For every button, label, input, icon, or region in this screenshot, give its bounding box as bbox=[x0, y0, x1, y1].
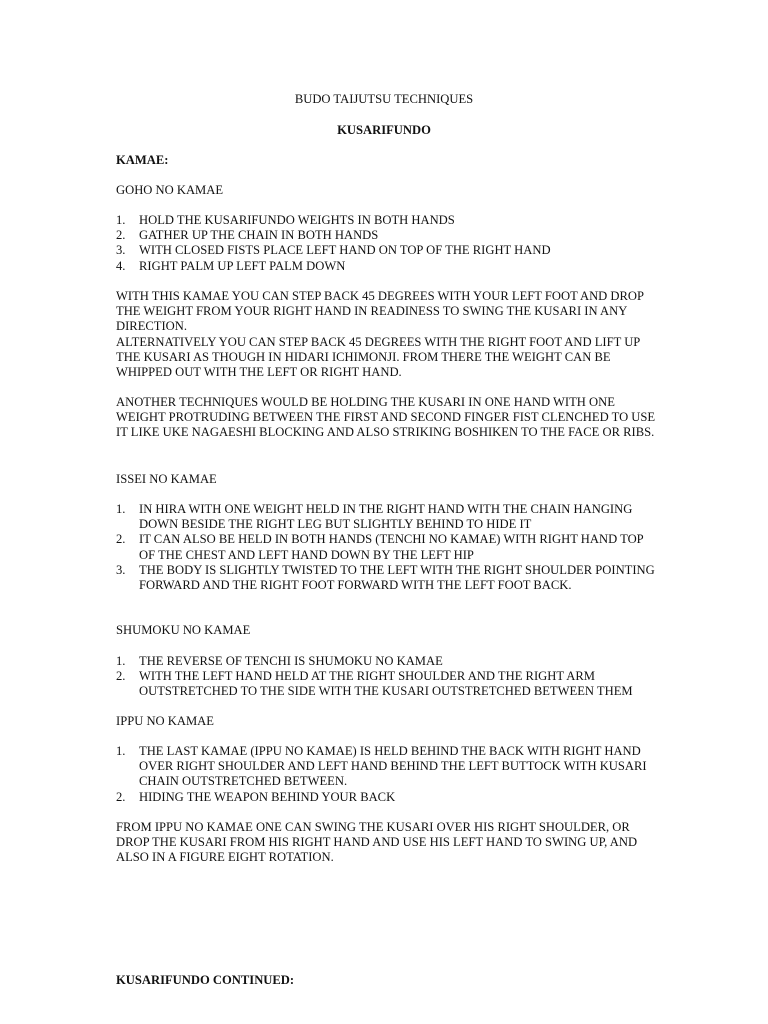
goho-list bbox=[116, 213, 661, 274]
list-item: 4. RIGHT PALM UP LEFT PALM DOWN bbox=[116, 258, 346, 273]
list-item-text: HIDING THE WEAPON BEHIND YOUR BACK bbox=[139, 789, 396, 804]
list-item: 1. THE LAST KAMAE (IPPU NO KAMAE) IS HELD BEHIND THE BACK WITH RIGHT HAND OVER RIGHT SHOULDER AND LEFT HAND BEHIND THE LEFT BUTTOCK WITH KUSARI CHAIN OUTSTRETCHED BETWEEN. bbox=[116, 744, 647, 789]
list-item: 2. GATHER UP THE CHAIN IN BOTH HANDS bbox=[116, 228, 379, 243]
paragraph: ANOTHER TECHNIQUES WOULD BE HOLDING THE KUSARI IN ONE HAND WITH ONE WEIGHT PROTRUDING BETWEEN THE FIRST AND SECOND FINGER FIST CLENCHED TO USE IT LIKE UKE NAGAESHI BLOCKING AND ALSO STRIKING BOSHIKEN TO THE FACE OR RIBS. bbox=[116, 395, 656, 440]
issei-heading: ISSEI NO KAMAE bbox=[116, 472, 217, 486]
document-subtitle: KUSARIFUNDO bbox=[337, 123, 431, 137]
paragraph: FROM IPPU NO KAMAE ONE CAN SWING THE KUSARI OVER HIS RIGHT SHOULDER, OR DROP THE KUSARI FROM HIS RIGHT HAND AND USE HIS LEFT HAND TO SWING UP, AND ALSO IN A FIGURE EIGHT ROTATION. bbox=[116, 820, 638, 865]
goho-paragraphs bbox=[116, 289, 661, 380]
shumoku-list bbox=[116, 654, 661, 700]
continued-heading: KUSARIFUNDO CONTINUED: bbox=[116, 973, 295, 987]
list-item: 1. THE REVERSE OF TENCHI IS SHUMOKU NO KAMAE bbox=[116, 654, 443, 668]
issei-list bbox=[116, 502, 661, 593]
list-item-text: THE BODY IS SLIGHTLY TWISTED TO THE LEFT WITH THE RIGHT SHOULDER POINTING FORWARD AND THE RIGHT FOOT FORWARD WITH THE LEFT FOOT BACK. bbox=[139, 562, 655, 593]
paragraph: ALTERNATIVELY YOU CAN STEP BACK 45 DEGREES WITH THE RIGHT FOOT AND LIFT UP THE KUSARI AS THOUGH IN HIDARI ICHIMONJI. FROM THERE THE WEIGHT CAN BE WHIPPED OUT WITH THE LEFT OR RIGHT HAND. bbox=[116, 334, 640, 380]
shumoku-heading: SHUMOKU NO KAMAE bbox=[116, 623, 251, 637]
list-item-text: WITH THE LEFT HAND HELD AT THE RIGHT SHOULDER AND THE RIGHT ARM OUTSTRETCHED TO THE SIDE WITH THE KUSARI OUTSTRETCHED BETWEEN THEM bbox=[139, 669, 633, 699]
list-item-text: HOLD THE KUSARIFUNDO WEIGHTS IN BOTH HANDS bbox=[139, 213, 455, 227]
list-item: 3. THE BODY IS SLIGHTLY TWISTED TO THE LEFT WITH THE RIGHT SHOULDER POINTING FORWARD AND THE RIGHT FOOT FORWARD WITH THE LEFT FOOT BACK. bbox=[116, 562, 655, 593]
goho-heading: GOHO NO KAMAE bbox=[116, 183, 224, 197]
ippu-list bbox=[116, 744, 661, 805]
kamae-heading: KAMAE: bbox=[116, 153, 169, 167]
list-item-text: IN HIRA WITH ONE WEIGHT HELD IN THE RIGHT HAND WITH THE CHAIN HANGING DOWN BESIDE THE RIGHT LEG BUT SLIGHTLY BEHIND TO HIDE IT bbox=[139, 502, 633, 532]
list-item-text: WITH CLOSED FISTS PLACE LEFT HAND ON TOP OF THE RIGHT HAND bbox=[139, 243, 551, 258]
ippu-heading: IPPU NO KAMAE bbox=[116, 714, 214, 728]
list-item-text: IT CAN ALSO BE HELD IN BOTH HANDS (TENCHI NO KAMAE) WITH RIGHT HAND TOP OF THE CHEST AND LEFT HAND DOWN BY THE LEFT HIP bbox=[139, 532, 644, 562]
list-item-text: THE REVERSE OF TENCHI IS SHUMOKU NO KAMAE bbox=[139, 654, 443, 668]
list-item-text: RIGHT PALM UP LEFT PALM DOWN bbox=[139, 258, 346, 273]
paragraph: WITH THIS KAMAE YOU CAN STEP BACK 45 DEGREES WITH YOUR LEFT FOOT AND DROP THE WEIGHT FROM YOUR RIGHT HAND IN READINESS TO SWING THE KUSARI IN ANY DIRECTION. bbox=[116, 289, 644, 334]
list-item-text: THE LAST KAMAE (IPPU NO KAMAE) IS HELD BEHIND THE BACK WITH RIGHT HAND OVER RIGHT SHOULDER AND LEFT HAND BEHIND THE LEFT BUTTOCK WITH KUSARI CHAIN OUTSTRETCHED BETWEEN. bbox=[139, 744, 647, 789]
document-title: BUDO TAIJUTSU TECHNIQUES bbox=[294, 92, 474, 106]
list-item: 1. IN HIRA WITH ONE WEIGHT HELD IN THE RIGHT HAND WITH THE CHAIN HANGING DOWN BESIDE THE RIGHT LEG BUT SLIGHTLY BEHIND TO HIDE IT bbox=[116, 502, 633, 532]
list-item: 3. WITH CLOSED FISTS PLACE LEFT HAND ON TOP OF THE RIGHT HAND bbox=[116, 243, 551, 258]
list-item: 2. HIDING THE WEAPON BEHIND YOUR BACK bbox=[116, 789, 396, 804]
list-item-text: GATHER UP THE CHAIN IN BOTH HANDS bbox=[139, 228, 379, 243]
list-item: 2. WITH THE LEFT HAND HELD AT THE RIGHT SHOULDER AND THE RIGHT ARM OUTSTRETCHED TO THE SIDE WITH THE KUSARI OUTSTRETCHED BETWEEN THEM bbox=[116, 669, 633, 699]
list-item: 1. HOLD THE KUSARIFUNDO WEIGHTS IN BOTH HANDS bbox=[116, 213, 455, 227]
list-item: 2. IT CAN ALSO BE HELD IN BOTH HANDS (TENCHI NO KAMAE) WITH RIGHT HAND TOP OF THE CHEST AND LEFT HAND DOWN BY THE LEFT HIP bbox=[116, 532, 644, 562]
